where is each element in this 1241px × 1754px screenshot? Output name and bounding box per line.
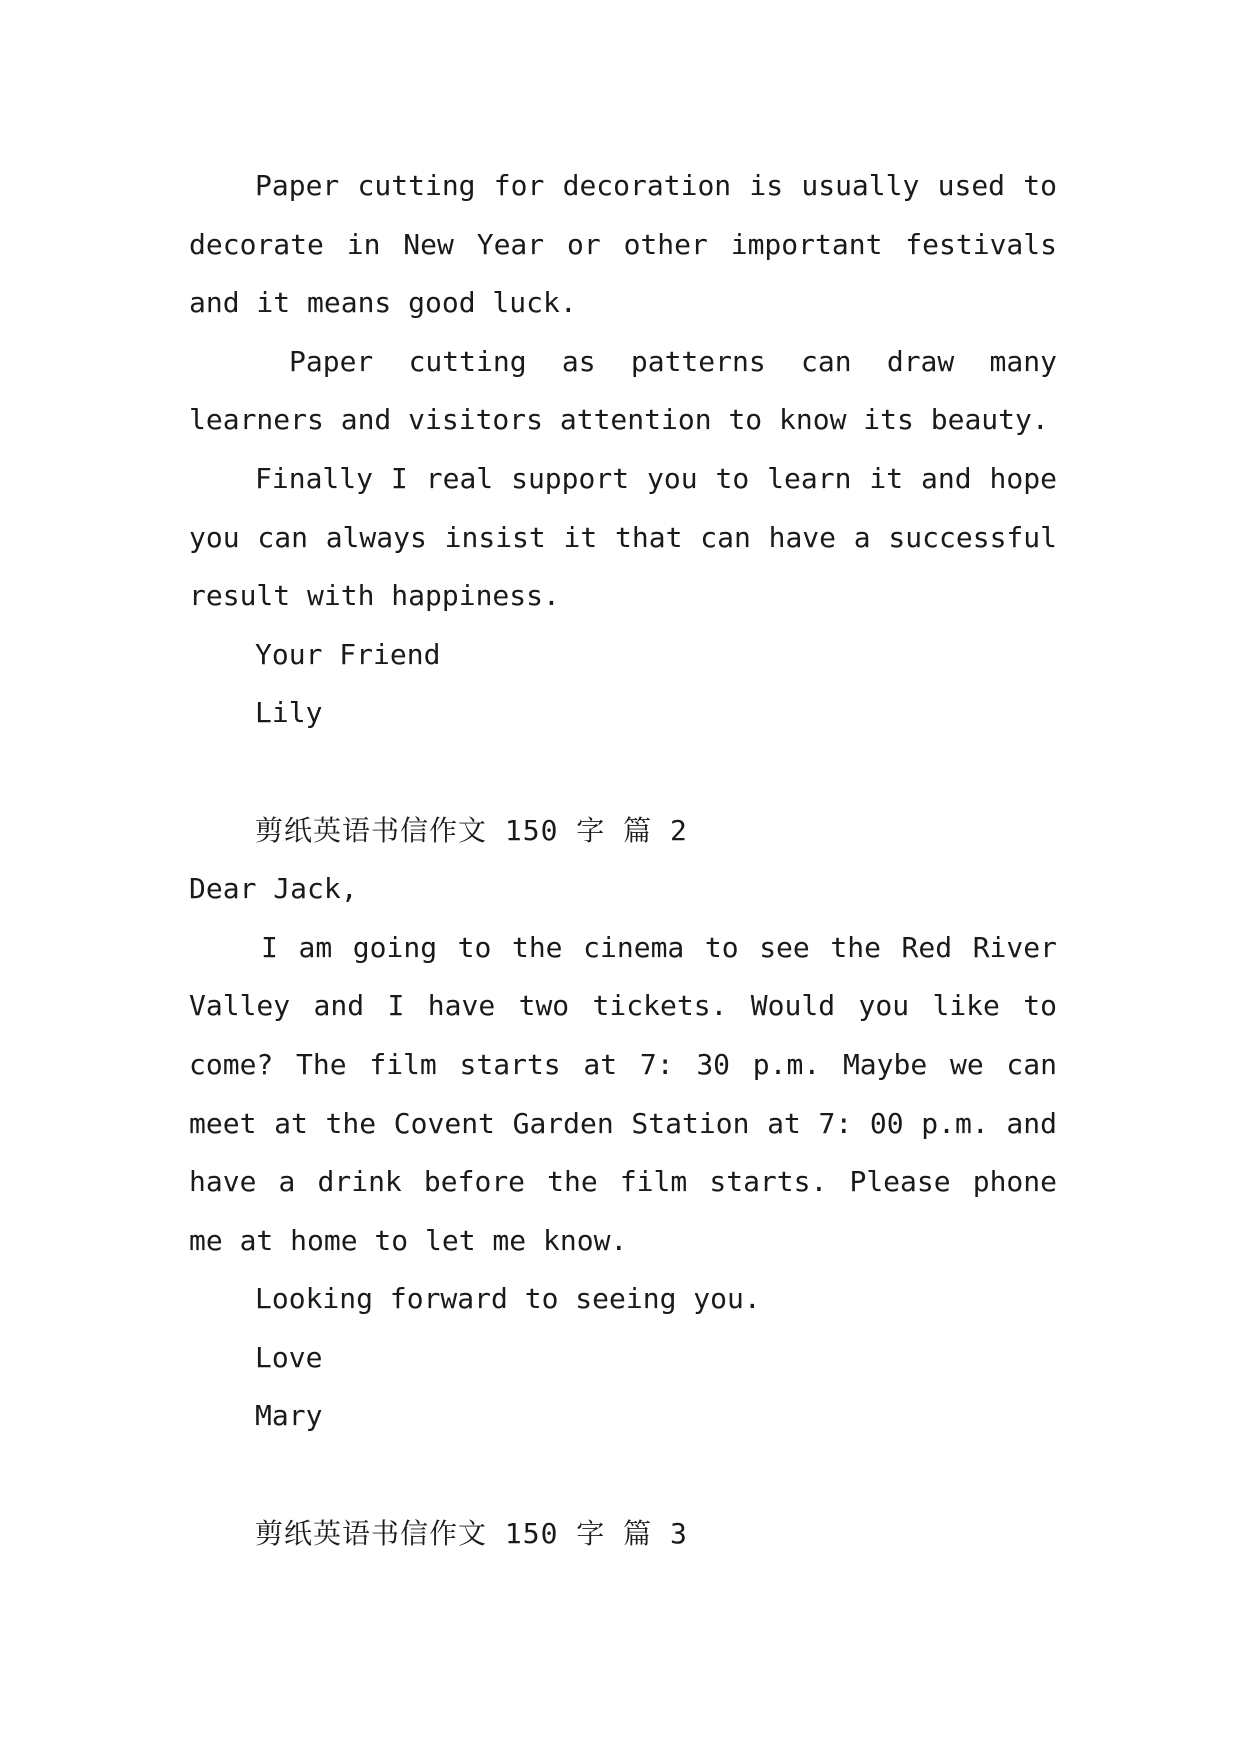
letter1-paragraph-2: Paper cutting as patterns can draw many learners and visitors attention to know its beauty.	[189, 344, 1057, 437]
section3-heading: 剪纸英语书信作文 150 字 篇 3	[255, 1516, 688, 1550]
section2-body: I am going to the cinema to see the Red River Valley and I have two tickets. Would you like to come? The film starts at 7: 30 p.m. Maybe we can meet at the Covent Garden Station at 7: 00 p.m. and have a drink before the film starts. Please phone me at home to let me know.	[189, 930, 1057, 1257]
document-body	[189, 157, 1057, 1563]
section-gap	[189, 743, 1057, 802]
section2-closing: Love	[255, 1340, 323, 1374]
letter1-signature: Lily	[255, 696, 323, 730]
section2-heading: 剪纸英语书信作文 150 字 篇 2	[255, 813, 688, 847]
section2-closing-line: Looking forward to seeing you.	[255, 1282, 761, 1316]
letter1-closing: Your Friend	[255, 637, 441, 671]
letter1-paragraph-1: Paper cutting for decoration is usually used to decorate in New Year or other important festivals and it means good luck.	[189, 169, 1057, 320]
section-gap	[189, 1446, 1057, 1505]
section2-salutation: Dear Jack,	[189, 872, 358, 906]
letter1-paragraph-3: Finally I real support you to learn it and hope you can always insist it that can have a successful result with happiness.	[189, 461, 1057, 613]
section2-signature: Mary	[255, 1399, 323, 1433]
